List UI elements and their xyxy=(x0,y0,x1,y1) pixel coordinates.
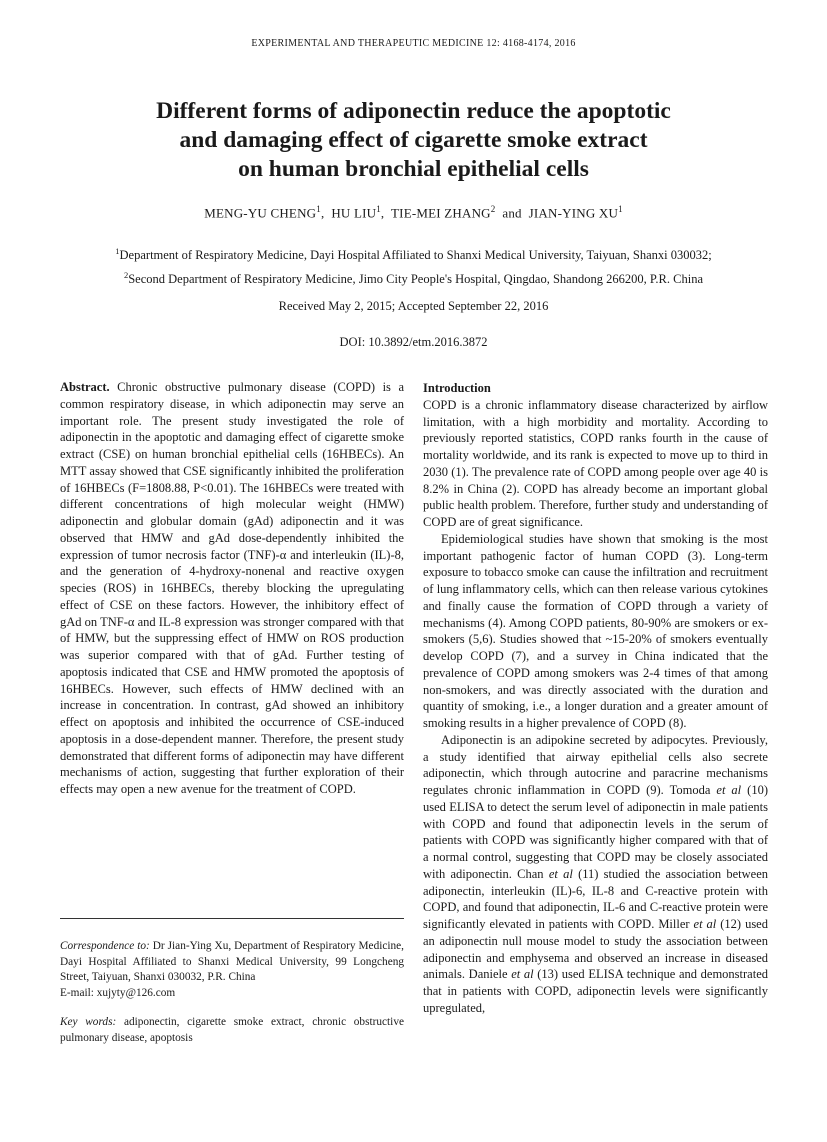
correspondence-label: Correspondence to: xyxy=(60,940,150,952)
author-affiliation-mark: 1 xyxy=(316,204,321,214)
keywords xyxy=(60,1015,404,1046)
footnote-divider xyxy=(60,918,404,919)
affiliation-text: Department of Respiratory Medicine, Dayi Hospital Affiliated to Shanxi Medical University, Taiyuan, Shanxi 030032; xyxy=(119,248,712,263)
affiliations xyxy=(40,241,787,289)
et-al: et al xyxy=(693,917,717,931)
intro-text: Adiponectin is an adipokine secreted by adipocytes. Previously, a study identified that airway epithelial cells also secrete adiponectin, which through autocrine and paracrine mechanisms regulates chronic inflammation in COPD (9). Tomoda xyxy=(423,732,768,797)
author-affiliation-mark: 1 xyxy=(618,204,623,214)
introduction-paragraph-1: COPD is a chronic inflammatory disease characterized by airflow limitation, with a high morbidity and mortality. According to previously reported statistics, COPD ranks fourth in the cause of mortality worldwide, and its rank is expected to move up to third in 2030 (1). The prevalence rate of COPD among people over age 40 is 8.2% in China (2). COPD has already become an important global public health problem. Therefore, further study and understanding of COPD are of great significance. xyxy=(423,397,768,529)
author-conjunction: and xyxy=(502,205,522,221)
abstract-text: Chronic obstructive pulmonary disease (COPD) is a common respiratory disease, in which adiponectin may serve an important role. The present study investigated the role of adiponectin in the apoptotic and damaging effect of cigarette smoke extract (CSE) on human bronchial epithelial cells (16HBECs). An MTT assay showed that CSE significantly inhibited the proliferation of 16HBECs (F=1808.88, P<0.01). The 16HBECs were treated with different concentrations of high molecular weight (HMW) adiponectin and globular domain (gAd) adiponectin and it was observed that HMW and gAd dose-dependently inhibited the expression of tumor necrosis factor (TNF)-α and interleukin (IL)-8, and the generation of 4-hydroxy-nonenal and reactive oxygen species (ROS) in 16HBECs, thereby blocking the upregulating effect of CSE on these factors. However, the inhibitory effect of gAd on TNF-α and IL-8 expression was stronger compared with that of HMW, but the suppressing effect of HMW on ROS production was superior compared with that of gAd. Further testing of apoptosis indicated that CSE and HMW promoted the apoptosis of 16HBECs. However, such effects of HMW declined with an increase in concentration. In contrast, gAd showed an inhibitory effect on apoptosis and inhibited the occurrence of CSE-induced apoptosis in a dose-dependent manner. Therefore, the present study demonstrated that different forms of adiponectin may have different mechanisms of action, suggesting that further exploration of their effects may open a new avenue for the treatment of COPD. xyxy=(60,380,404,796)
introduction-paragraph-3 xyxy=(423,732,768,1017)
et-al: et al xyxy=(716,783,742,797)
correspondence-email[interactable]: E-mail: xujyty@126.com xyxy=(60,986,176,999)
author-name: JIAN-YING XU xyxy=(528,205,619,221)
affiliation-number: 2 xyxy=(123,270,129,281)
author-affiliation-mark: 2 xyxy=(490,204,496,214)
title-line: Different forms of adiponectin reduce the apoptotic xyxy=(156,98,671,124)
footnotes xyxy=(60,939,404,1046)
article-title xyxy=(80,97,747,184)
correspondence-text: Dr Jian-Ying Xu, Department of Respiratory Medicine, Dayi Hospital Affiliated to Shanxi Medical University, 99 Longcheng Street, Taiyuan, Shanxi 030032, P.R. China xyxy=(60,940,404,983)
correspondence xyxy=(60,939,404,986)
abstract xyxy=(60,379,404,798)
intro-text: (12) used an adiponectin null mouse model to study the association between adiponectin and emphysema and observed an increase in diseased animals. Daniele xyxy=(423,917,768,982)
abstract-label: Abstract. xyxy=(60,380,110,394)
intro-text: (13) used ELISA technique and demonstrated that in patients with COPD, adiponectin levels were significantly upregulated, xyxy=(423,967,768,1015)
author-list: MENG-YU CHENG$^1$, HU LIU$^1$, TIE-MEI ZHANG$^2$ and JIAN-YING $XU^1$ xyxy=(204,204,623,221)
intro-text: (10) used ELISA to detect the serum level of adiponectin in male patients with COPD and found that adiponectin levels in the serum of patients with COPD was significantly higher compared with that of a normal control, suggesting that COPD may be closely associated with adiponectin. Chan xyxy=(423,783,768,881)
affiliation-text: Second Department of Respiratory Medicine, Jimo City People's Hospital, Qingdao, Shandong 266200, P.R. China xyxy=(128,272,703,287)
running-head: EXPERIMENTAL AND THERAPEUTIC MEDICINE 12: 4168-4174, 2016 xyxy=(251,38,576,49)
author-name: HU LIU xyxy=(331,205,377,221)
affiliation-number: 1 xyxy=(115,246,120,256)
title-line: and damaging effect of cigarette smoke extract xyxy=(179,127,648,153)
left-column xyxy=(60,379,404,798)
keywords-label: Key words: xyxy=(60,1016,117,1028)
et-al: et al xyxy=(511,967,534,982)
affiliation xyxy=(40,265,787,289)
doi: DOI: 10.3892/etm.2016.3872 xyxy=(339,335,488,349)
title-line: on human bronchial epithelial cells xyxy=(238,156,589,182)
keywords-text: adiponectin, cigarette smoke extract, chronic obstructive pulmonary disease, apoptosis xyxy=(60,1016,404,1044)
author-name: MENG-YU CHENG xyxy=(204,205,317,221)
author-name: TIE-MEI ZHANG xyxy=(391,205,491,221)
received-accepted-dates: Received May 2, 2015; Accepted September 22, 2016 xyxy=(278,299,549,313)
intro-text: (11) studied the association between adiponectin, interleukin (IL)-6, IL-8 and C-reactive protein with COPD, and found that adiponectin, IL-6 and C-reactive protein were significantly elevated in patients with COPD. Miller xyxy=(423,866,768,931)
introduction-paragraph-2: Epidemiological studies have shown that smoking is the most important pathogenic factor of human COPD (3). Long-term exposure to tobacco smoke can cause the infiltration and recruitment of lung inflammatory cells, which can then release various cytokines and finally cause the formation of COPD through a variety of mechanisms (4). Among COPD patients, 80-90% are smokers or ex-smokers (5,6). Studies showed that ~15-20% of smokers eventually develop COPD (7), and a survey in China indicated that the prevalence of COPD among smokers was 2-4 times of that among non-smokers, and was directly associated with the duration and quantity of smoking, i.e., a longer duration and a greater amount of smoking results in a higher prevalence of COPD (8). xyxy=(423,531,768,730)
author-affiliation-mark: 1 xyxy=(376,204,381,214)
introduction-heading: Introduction xyxy=(423,381,491,395)
affiliation xyxy=(40,241,787,265)
et-al: et al xyxy=(548,866,573,881)
right-column xyxy=(423,380,768,1017)
